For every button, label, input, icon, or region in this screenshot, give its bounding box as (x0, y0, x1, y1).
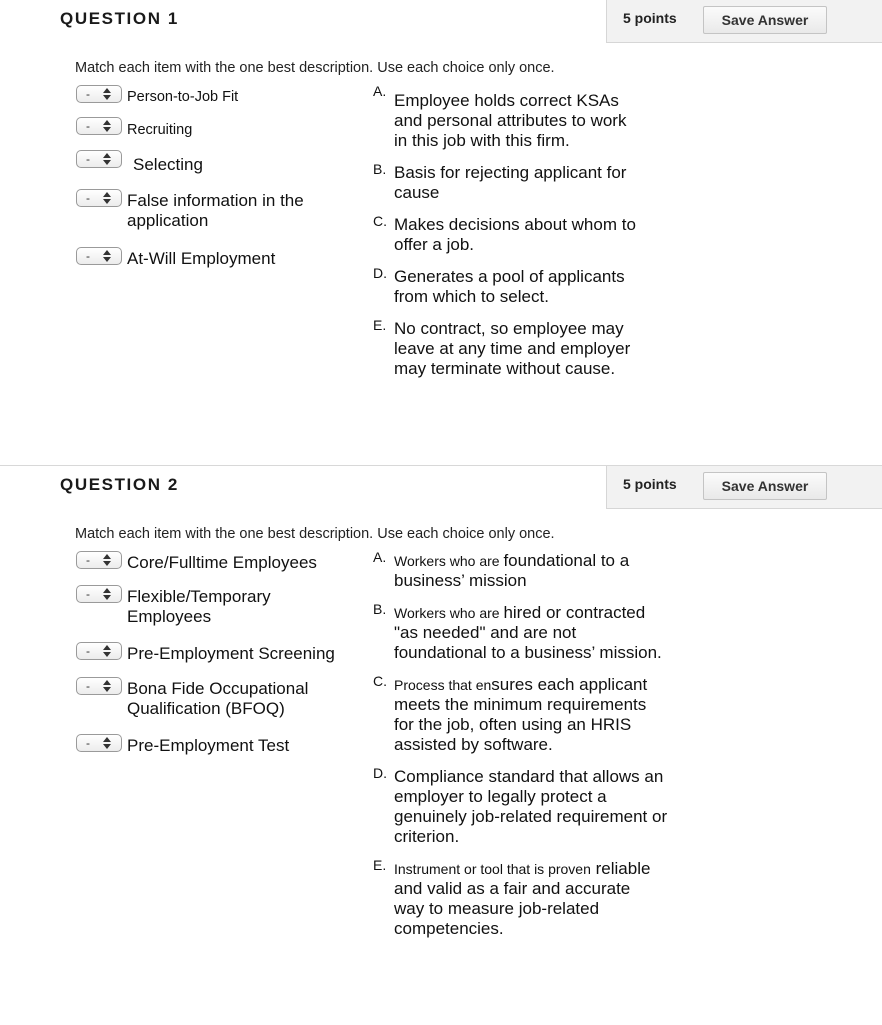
description-prefix: Workers who are (394, 605, 504, 621)
up-down-arrows-icon (103, 737, 111, 749)
description-text: Generates a pool of applicants from which to select. (394, 267, 625, 306)
description-text (373, 859, 663, 939)
description-body: foundational to a business’ mission (394, 551, 630, 590)
answer-select[interactable]: - (76, 734, 122, 752)
description-body: reliable and valid as a fair and accurate way to measure job-related competencies. (394, 859, 651, 938)
up-down-arrows-icon (103, 680, 111, 692)
item-label: Flexible/Temporary Employees (127, 587, 271, 626)
answer-select[interactable]: - (76, 85, 122, 103)
match-item (76, 85, 376, 114)
item-label: Selecting (133, 155, 203, 174)
description-letter: D. (373, 765, 387, 781)
description-text: Makes decisions about whom to offer a job. (394, 215, 636, 254)
question-title: QUESTION 2 (60, 475, 179, 494)
answer-select[interactable]: - (76, 677, 122, 695)
answer-select[interactable]: - (76, 247, 122, 265)
description-item (373, 859, 663, 939)
description-text: Basis for rejecting applicant for cause (394, 163, 627, 202)
description-item (373, 85, 643, 151)
instruction-text: Match each item with the one best description. Use each choice only once. (75, 526, 555, 542)
description-item (373, 675, 663, 755)
up-down-arrows-icon (103, 153, 111, 165)
description-letter: E. (373, 317, 387, 333)
description-letter: B. (373, 161, 387, 177)
description-letter: B. (373, 601, 387, 617)
answer-select[interactable]: - (76, 551, 122, 569)
descriptions (373, 551, 673, 951)
item-label: At-Will Employment (127, 249, 276, 268)
item-label: False information in the application (127, 191, 304, 230)
points-label: 5 points (623, 476, 677, 492)
description-item (373, 163, 668, 203)
match-item (76, 153, 376, 185)
answer-select[interactable]: - (76, 117, 122, 135)
up-down-arrows-icon (103, 588, 111, 600)
match-item (76, 677, 376, 730)
up-down-arrows-icon (103, 250, 111, 262)
description-text (373, 551, 663, 591)
description-prefix: Instrument or tool that is proven (394, 861, 591, 877)
description-text: Employee holds correct KSAs and personal attributes to work in this job with this firm. (394, 91, 627, 150)
description-text: No contract, so employee may leave at any time and employer may terminate without cause. (394, 319, 631, 378)
description-text (373, 603, 663, 663)
match-item (76, 247, 376, 269)
description-prefix: Workers who are (394, 553, 504, 569)
save-answer-button[interactable]: Save Answer (703, 472, 827, 500)
question-title: QUESTION 1 (60, 9, 179, 28)
points-panel (606, 466, 882, 509)
match-item (76, 551, 376, 581)
description-body: hired or contracted "as needed" and are not foundational to a business’ mission. (394, 603, 662, 662)
up-down-arrows-icon (103, 645, 111, 657)
description-item (373, 267, 663, 307)
descriptions (373, 85, 673, 391)
match-item (76, 585, 376, 638)
points-label: 5 points (623, 10, 677, 26)
item-label: Bona Fide Occupational Qualification (BFOQ) (127, 679, 309, 718)
match-item (76, 189, 376, 243)
description-item (373, 603, 663, 663)
description-letter: C. (373, 213, 387, 229)
item-label: Pre-Employment Screening (127, 644, 335, 663)
description-letter: A. (373, 549, 387, 565)
item-label: Person-to-Job Fit (127, 89, 239, 105)
description-body: sures each applicant meets the minimum requirements for the job, often using an HRIS assisted by software. (394, 675, 648, 754)
description-text: Compliance standard that allows an employer to legally protect a genuinely job-related requirement or criterion. (394, 767, 668, 846)
description-letter: C. (373, 673, 387, 689)
match-items (76, 551, 376, 760)
answer-select[interactable]: - (76, 189, 122, 207)
answer-select[interactable]: - (76, 150, 122, 168)
match-item (76, 734, 376, 756)
question-header (0, 0, 882, 44)
match-items (76, 85, 376, 273)
up-down-arrows-icon (103, 88, 111, 100)
item-label: Pre-Employment Test (127, 736, 290, 755)
description-prefix: Process that en (394, 677, 492, 693)
description-item (373, 319, 663, 379)
description-letter: A. (373, 83, 387, 99)
match-item (76, 118, 376, 149)
description-item (373, 551, 663, 591)
answer-select[interactable]: - (76, 585, 122, 603)
instruction-text: Match each item with the one best description. Use each choice only once. (75, 60, 555, 76)
description-text (373, 675, 663, 755)
description-letter: E. (373, 857, 387, 873)
description-letter: D. (373, 265, 387, 281)
item-label: Recruiting (127, 122, 193, 138)
item-label: Core/Fulltime Employees (127, 553, 317, 572)
description-item (373, 215, 658, 255)
answer-select[interactable]: - (76, 642, 122, 660)
up-down-arrows-icon (103, 120, 111, 132)
up-down-arrows-icon (103, 554, 111, 566)
question-2 (0, 465, 882, 1025)
question-1 (0, 0, 882, 460)
save-answer-button[interactable]: Save Answer (703, 6, 827, 34)
description-item (373, 767, 668, 847)
question-header (0, 466, 882, 510)
match-item (76, 642, 376, 673)
up-down-arrows-icon (103, 192, 111, 204)
points-panel (606, 0, 882, 43)
